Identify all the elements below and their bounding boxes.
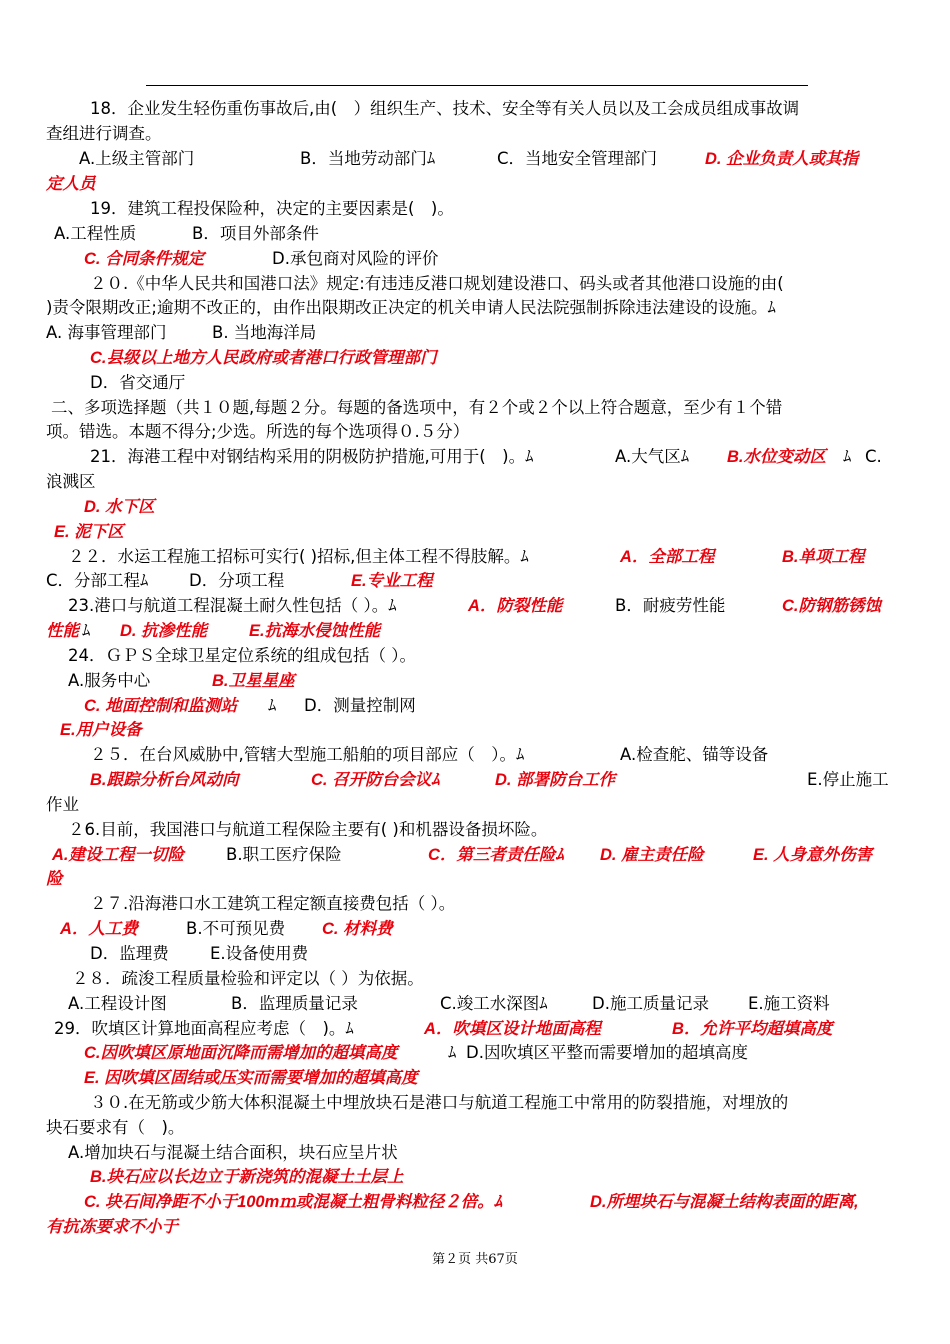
option-b: B. 当地海洋局 — [212, 323, 317, 342]
option-a: A.检查舵、锚等设备 — [620, 745, 769, 764]
question-30-stem-cont: 块石要求有（ )。 — [46, 1118, 185, 1137]
option-c-answer: C. 召开防台会议ﾑ — [311, 771, 440, 789]
option-a-answer: A.建设工程一切险 — [52, 846, 184, 864]
question-21-stem: 21．海港工程中对钢结构采用的阴极防护措施,可用于( )。ﾑ — [90, 447, 534, 466]
option-a-answer: A．吹填区设计地面高程 — [424, 1020, 601, 1038]
option-d-answer: D. 企业负责人或其指 — [705, 150, 859, 168]
option-e-answer: E. 因吹填区固结或压实而需要增加的超填高度 — [84, 1069, 418, 1087]
option-b-answer: B.水位变动区 — [727, 448, 826, 466]
question-18-stem: 18．企业发生轻伤重伤事故后,由( ）组织生产、技术、安全等有关人员以及工会成员组成事故调 — [90, 99, 800, 118]
question-23-stem: 23.港口与航道工程混凝土耐久性包括（ ）。ﾑ — [68, 596, 397, 615]
option-c-answer: C. 合同条件规定 — [84, 250, 205, 268]
page-footer: 第２页 共67页 — [432, 1252, 518, 1267]
option-e-answer: E. 泥下区 — [54, 523, 124, 541]
option-a: A. 海事管理部门 — [46, 323, 167, 342]
option-d: D．分项工程 — [189, 571, 285, 590]
text-marker: ﾑ — [843, 447, 852, 466]
option-d: D．监理费 — [90, 944, 169, 963]
option-c: C．分部工程ﾑ — [46, 571, 149, 590]
option-a-answer: A．全部工程 — [620, 548, 715, 566]
option-b: B.职工医疗保险 — [226, 845, 342, 864]
option-c-answer-cont: 性能 — [46, 622, 79, 640]
option-a-answer: A．人工费 — [60, 920, 138, 938]
option-b-answer: B.卫星星座 — [212, 672, 295, 690]
option-e-answer: E.用户设备 — [60, 721, 142, 739]
header-rule — [146, 85, 808, 86]
question-29-stem: 29．吹填区计算地面高程应考虑（ )。ﾑ — [54, 1019, 354, 1038]
option-c-answer: C.县级以上地方人民政府或者港口行政管理部门 — [90, 349, 437, 367]
option-e-cont: 作业 — [46, 795, 79, 814]
option-d-answer-cont: 定人员 — [46, 175, 96, 193]
option-e-answer: E.专业工程 — [351, 572, 433, 590]
option-c-answer: C.因吹填区原地面沉降而需增加的超填高度 — [84, 1044, 398, 1062]
option-b: B．监理质量记录 — [231, 994, 358, 1013]
question-22-stem: ２２．水运工程施工招标可实行( )招标,但主体工程不得肢解。ﾑ — [68, 547, 529, 566]
option-b: B．项目外部条件 — [192, 224, 319, 243]
option-d: D．省交通厅 — [90, 373, 186, 392]
option-d: D．测量控制网 — [304, 696, 416, 715]
option-e-answer-cont: 险 — [46, 870, 63, 888]
option-c-answer: C. 材料费 — [322, 920, 393, 938]
option-b-answer: B.块石应以长边立于新浇筑的混凝土土层上 — [90, 1168, 404, 1186]
question-30-stem: ３０.在无筋或少筋大体积混凝土中埋放块石是港口与航道工程施工中常用的防裂措施，对埋放的 — [90, 1093, 789, 1112]
option-a: A.工程设计图 — [68, 994, 167, 1013]
question-25-stem: ２５．在台风威胁中,管辖大型施工船舶的项目部应（ ）。ﾑ — [90, 745, 525, 764]
option-e-answer: E.抗海水侵蚀性能 — [249, 622, 381, 640]
option-b: B.不可预见费 — [186, 919, 286, 938]
option-d-answer-cont: 有抗冻要求不小于 — [46, 1218, 178, 1236]
question-18-stem-cont: 查组进行调查。 — [46, 124, 162, 143]
option-e: E.施工资料 — [748, 994, 830, 1013]
option-e-answer: E. 人身意外伤害 — [753, 846, 873, 864]
question-20-stem-cont: )责令限期改正;逾期不改正的，由作出限期改正决定的机关申请人民法院强制拆除违法建设的设施。ﾑ — [46, 298, 776, 317]
section-heading-cont: 项。错选。本题不得分;少选。所选的每个选项得０.５分） — [46, 422, 470, 441]
option-d-answer: D. 水下区 — [84, 498, 155, 516]
question-24-stem: 24．ＧＰＳ全球卫星定位系统的组成包括（ ）。 — [68, 646, 416, 665]
option-c: C.竣工水深图ﾑ — [440, 994, 548, 1013]
question-28-stem: ２８．疏浚工程质量检验和评定以（ ）为依据。 — [72, 969, 424, 988]
option-e: E.设备使用费 — [210, 944, 309, 963]
option-b: B．耐疲劳性能 — [615, 596, 726, 615]
option-b-answer: B.单项工程 — [782, 548, 865, 566]
option-d-answer: D.所埋块石与混凝土结构表面的距离, — [590, 1193, 859, 1211]
text-marker: ﾑ — [82, 621, 91, 640]
option-c: C．当地安全管理部门 — [497, 149, 658, 168]
option-b-answer: B．允许平均超填高度 — [672, 1020, 833, 1038]
option-c-answer: C. 地面控制和监测站 — [84, 697, 238, 715]
question-26-stem: ２6.目前，我国港口与航道工程保险主要有( )和机器设备损坏险。 — [68, 820, 548, 839]
question-20-stem: ２０.《中华人民共和国港口法》规定:有违违反港口规划建设港口、码头或者其他港口设施的由( — [90, 274, 784, 293]
text-marker: ﾑ — [448, 1043, 457, 1062]
option-c-answer: C. 块石间净距不小于100mｍ或混凝土粗骨料粒径２倍。ﾑ — [84, 1193, 503, 1211]
text-marker: ﾑ — [268, 696, 277, 715]
question-19-stem: 19．建筑工程投保险种，决定的主要因素是( )。 — [90, 199, 454, 218]
option-b-answer: B.跟踪分析台风动向 — [90, 771, 239, 789]
option-d: D.因吹填区平整而需要增加的超填高度 — [466, 1043, 748, 1062]
option-d-answer: D. 抗渗性能 — [120, 622, 208, 640]
option-a: A.服务中心 — [68, 671, 151, 690]
option-a: A.增加块石与混凝土结合面积，块石应呈片状 — [68, 1143, 398, 1162]
option-a: A.上级主管部门 — [79, 149, 195, 168]
option-d: D.承包商对风险的评价 — [272, 249, 439, 268]
option-b: B．当地劳动部门ﾑ — [300, 149, 436, 168]
option-c-answer: C.防钢筋锈蚀 — [782, 597, 881, 615]
option-c-cont: 浪溅区 — [46, 472, 96, 491]
option-d: D.施工质量记录 — [592, 994, 709, 1013]
option-c-answer: C．第三者责任险ﾑ — [428, 846, 564, 864]
option-d-answer: D. 雇主责任险 — [600, 846, 704, 864]
question-27-stem: ２７.沿海港口水工建筑工程定额直接费包括（ ）。 — [90, 894, 456, 913]
option-c: C. — [865, 447, 882, 466]
option-d-answer: D. 部署防台工作 — [495, 771, 616, 789]
option-a: A.大气区ﾑ — [615, 447, 689, 466]
option-a: A.工程性质 — [54, 224, 137, 243]
option-a-answer: A．防裂性能 — [468, 597, 563, 615]
option-e: E.停止施工 — [807, 770, 889, 789]
